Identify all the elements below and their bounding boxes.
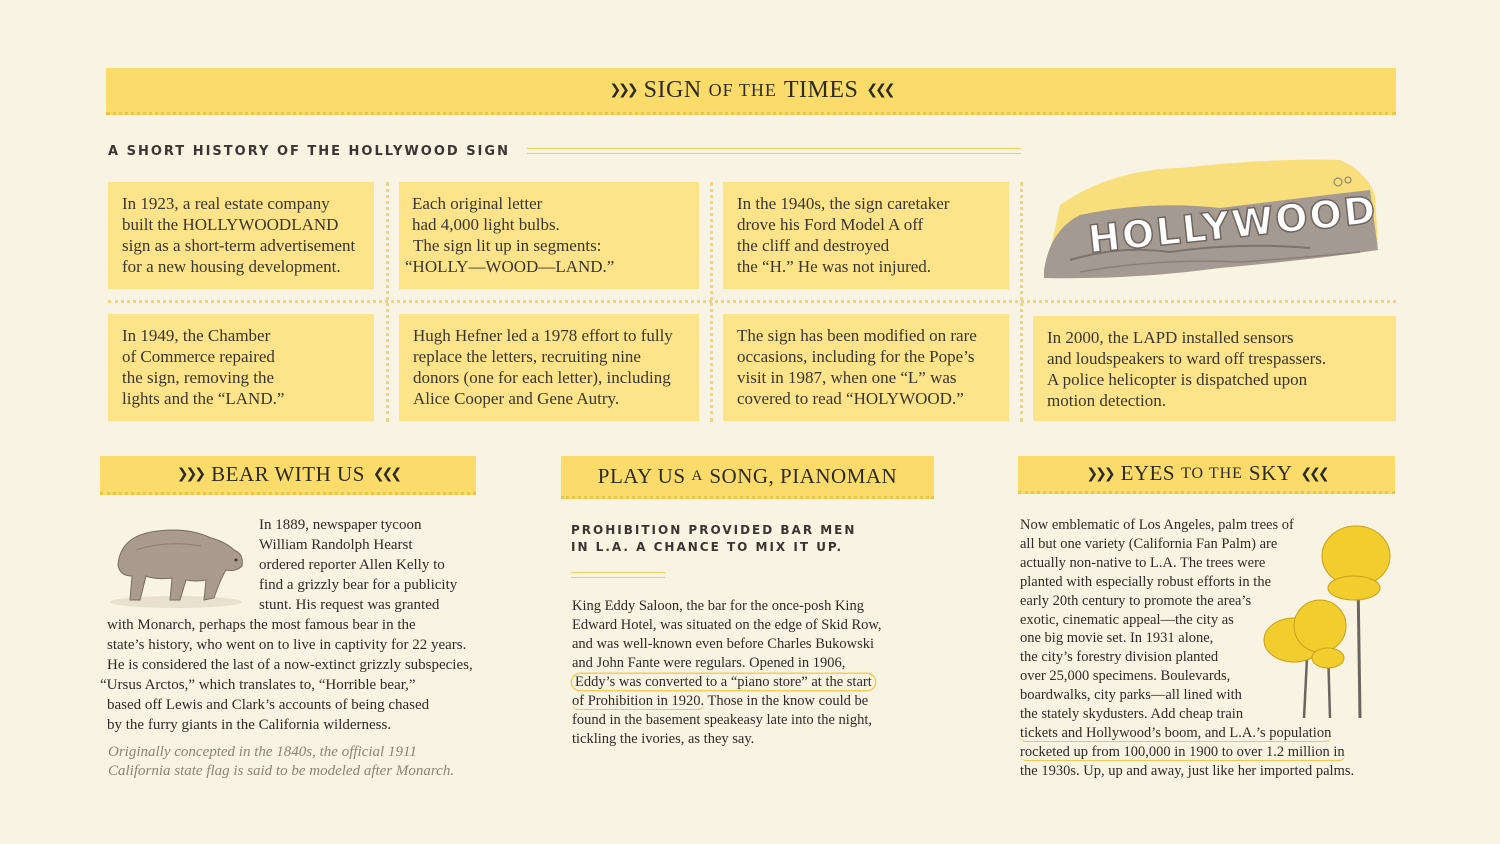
bear-section-banner: [100, 456, 476, 495]
fact-card-1940s: In the 1940s, the sign caretaker drove his Ford Model A off the cliff and destroyed the “H.” He was not injured.: [723, 182, 1009, 289]
piano-title-2: A: [691, 467, 704, 484]
title-word-3: TIMES: [783, 76, 859, 103]
bear-title: BEAR WITH US: [211, 461, 365, 486]
sky-title-2: TO THE: [1181, 464, 1243, 482]
sky-title-3: SKY: [1248, 461, 1293, 485]
divider: [108, 300, 1396, 303]
bear-story: In 1889, newspaper tycoon William Randolph Hearst ordered reporter Allen Kelly to find a grizzly bear for a publicity stunt. His request was granted with Monarch, perhaps the most famous bear in the state’s history, who went on to live in captivity for 22 years. He is considered the last of a now-extinct grizzly subspecies, “Ursus Arctos,” which translates to, “Horrible bear,” based off Lewis and Clark’s accounts of being chased by the furry giants in the California wilderness.: [100, 517, 473, 733]
sky-section-banner: [1018, 456, 1395, 494]
chevrons-right-icon: ❯❯❯: [609, 82, 636, 98]
piano-subheading: PROHIBITION PROVIDED BAR MEN IN L.A. A CHANCE TO MIX IT UP.: [571, 523, 857, 554]
fact-card-2000: In 2000, the LAPD installed sensors and loudspeakers to ward off trespassers. A police helicopter is dispatched upon motion detection.: [1033, 316, 1396, 421]
chevrons-left-icon: ❮❮❮: [1300, 465, 1327, 482]
main-title-banner: [106, 68, 1396, 115]
title-word-1: SIGN: [643, 76, 702, 103]
sky-title-1: EYES: [1120, 461, 1176, 485]
piano-section-banner: [561, 456, 934, 499]
piano-story: King Eddy Saloon, the bar for the once-posh King Edward Hotel, was situated on the edge of Skid Row, and was well-known even before Charles Bukowski and John Fante were regulars. Opened in 1906, Eddy’s was converted to a “piano store” at the start of Prohibition in 1920. Those in the know could be found in the basement speakeasy late into the night, tickling the ivories, as they say.: [572, 598, 882, 747]
fact-card-1978: Hugh Hefner led a 1978 effort to fully replace the letters, recruiting nine donors (one for each letter), including Alice Cooper and Gene Autry.: [399, 314, 699, 421]
sign-letters: HOLLYWOOD: [1086, 187, 1380, 262]
chevrons-right-icon: ❯❯❯: [1086, 465, 1113, 482]
chevrons-left-icon: ❮❮❮: [866, 82, 893, 98]
fact-card-light-bulbs: Each original letter had 4,000 light bulbs. The sign lit up in segments: “HOLLY—WOOD—LAND.”: [399, 182, 699, 289]
subtitle-rule: [527, 148, 1021, 154]
piano-title-1: PLAY US: [597, 463, 686, 488]
title-word-2: OF THE: [708, 79, 777, 100]
fact-card-1949: In 1949, the Chamber of Commerce repaired the sign, removing the lights and the “LAND.”: [108, 314, 374, 421]
piano-title-3: SONG, PIANOMAN: [709, 463, 898, 488]
sky-story: Now emblematic of Los Angeles, palm trees of all but one variety (California Fan Palm) are actually non-native to L.A. The trees were planted with especially robust efforts in the early 20th century to promote the area’s exotic, cinematic appeal—the city as one big movie set. In 1931 alone, the city’s forestry division planted over 25,000 specimens. Boulevards, boardwalks, city parks—all lined with the stately skydusters. Add cheap train tickets and Hollywood’s boom, and L.A.’s population rocketed up from 100,000 in 1900 to over 1.2 million in the 1930s. Up, up and away, just like her imported palms.: [1020, 517, 1355, 779]
chevrons-left-icon: ❮❮❮: [372, 466, 400, 482]
fact-card-1923: In 1923, a real estate company built the HOLLYWOODLAND sign as a short-term advertisement for a new housing development.: [108, 182, 374, 289]
fact-card-1987: The sign has been modified on rare occasions, including for the Pope’s visit in 1987, when one “L” was covered to read “HOLYWOOD.”: [723, 314, 1009, 421]
chevrons-right-icon: ❯❯❯: [176, 466, 204, 482]
hollywood-sign-illustration: [1040, 150, 1385, 285]
bear-caption: Originally concepted in the 1840s, the official 1911 California state flag is said to be modeled after Monarch.: [108, 744, 455, 779]
piano-rule: [571, 572, 665, 578]
page-subtitle: A SHORT HISTORY OF THE HOLLYWOOD SIGN: [108, 144, 510, 159]
